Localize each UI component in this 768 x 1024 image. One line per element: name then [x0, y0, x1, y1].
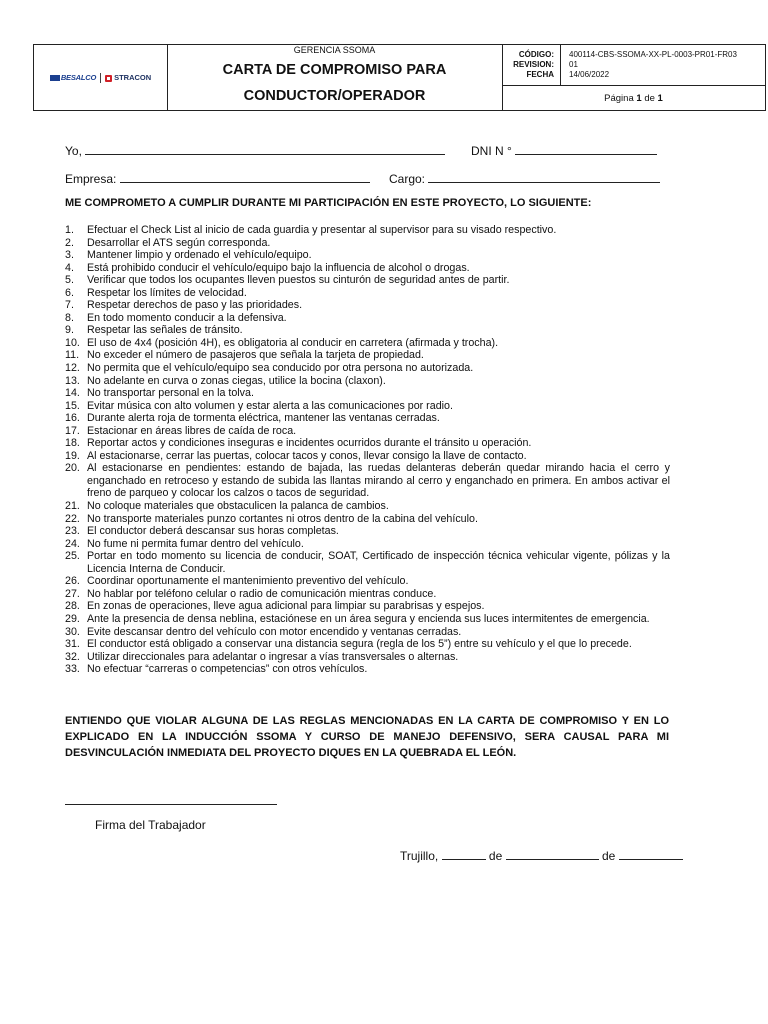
- rule-text: No adelante en curva o zonas ciegas, utilice la bocina (claxon).: [87, 374, 386, 387]
- rule-text: No coloque materiales que obstaculicen la palanca de cambios.: [87, 500, 389, 513]
- rule-number: 21.: [65, 500, 80, 513]
- rule-item: [65, 500, 670, 513]
- document-title-line2: CONDUCTOR/OPERADOR: [243, 88, 426, 104]
- rule-text: En zonas de operaciones, lleve agua adicional para limpiar su parabrisas y espejos.: [87, 600, 485, 613]
- rule-text: Coordinar oportunamente el mantenimiento preventivo del vehículo.: [87, 575, 409, 588]
- revision-value: 01: [569, 60, 578, 69]
- rule-number: 4.: [65, 261, 74, 274]
- meta-values: [561, 45, 765, 86]
- rule-item: [65, 663, 670, 676]
- rule-item: [65, 538, 670, 551]
- rule-text: No transporte materiales punzo cortantes ni otros dentro de la cabina del vehículo.: [87, 512, 478, 525]
- rule-item: [65, 362, 670, 375]
- empresa-label: Empresa:: [65, 172, 117, 186]
- rule-number: 29.: [65, 612, 80, 625]
- rule-item: [65, 588, 670, 601]
- empresa-field[interactable]: [120, 171, 370, 183]
- cargo-row: [389, 171, 660, 186]
- rule-text: Respetar los límites de velocidad.: [87, 286, 247, 299]
- rule-number: 13.: [65, 374, 80, 387]
- code-value: 400114-CBS-SSOMA-XX-PL-0003-PR01-FR03: [569, 50, 737, 59]
- rule-text: No permita que el vehículo/equipo sea conducido por otra persona no autorizada.: [87, 362, 474, 375]
- dni-label: DNI N °: [471, 144, 512, 158]
- year-field[interactable]: [619, 848, 683, 860]
- rule-item: [65, 349, 670, 362]
- de-label-1: de: [488, 849, 503, 863]
- rule-item: [65, 400, 670, 413]
- rule-number: 32.: [65, 650, 80, 663]
- rule-text: Está prohibido conducir el vehículo/equipo bajo la influencia de alcohol o drogas.: [87, 261, 470, 274]
- rule-item: [65, 287, 670, 300]
- rule-item: [65, 651, 670, 664]
- rule-number: 6.: [65, 286, 74, 299]
- rule-text: No transportar personal en la tolva.: [87, 387, 254, 400]
- rule-item: [65, 437, 670, 450]
- rule-item: [65, 626, 670, 639]
- rule-number: 8.: [65, 311, 74, 324]
- rule-item: [65, 550, 670, 575]
- rule-number: 22.: [65, 512, 80, 525]
- department-label: GERENCIA SSOMA: [293, 45, 376, 55]
- rule-number: 18.: [65, 437, 80, 450]
- rule-text: No efectuar “carreras o competencias” con otros vehículos.: [87, 663, 368, 676]
- page-label: Página: [604, 92, 634, 104]
- rule-item: [65, 337, 670, 350]
- yo-label: Yo,: [65, 144, 82, 158]
- document-title-line1: CARTA DE COMPROMISO PARA: [222, 62, 447, 78]
- rule-number: 3.: [65, 249, 74, 262]
- rule-number: 33.: [65, 663, 80, 676]
- rule-number: 1.: [65, 224, 74, 236]
- document-header: [33, 44, 766, 111]
- rule-text: Al estacionarse, cerrar las puertas, colocar tacos y conos, llevar consigo la llave de contacto.: [87, 449, 527, 462]
- dni-field[interactable]: [515, 143, 657, 155]
- code-label: CÓDIGO:: [518, 50, 554, 59]
- rule-number: 23.: [65, 525, 80, 538]
- rule-text: Durante alerta roja de tormenta eléctrica, mantener las ventanas cerradas.: [87, 412, 440, 425]
- company-logos: [34, 45, 168, 110]
- de-label-2: de: [601, 849, 616, 863]
- rule-item: [65, 324, 670, 337]
- rule-number: 10.: [65, 336, 80, 349]
- rule-number: 12.: [65, 362, 80, 375]
- date-value: 14/06/2022: [569, 70, 610, 79]
- rule-item: [65, 262, 670, 275]
- rule-item: [65, 237, 670, 250]
- rule-item: [65, 274, 670, 287]
- closing-statement: ENTIENDO QUE VIOLAR ALGUNA DE LAS REGLAS MENCIONADAS EN LA CARTA DE COMPROMISO Y EN LO EXPLICADO EN LA INDUCCIÓN SSOMA Y CURSO DE MANEJO DEFENSIVO, SERA CAUSAL PARA MI DESVINCULACIÓN INMEDIATA DEL PROYECTO DIQUES EN LA QUEBRADA EL LEÓN.: [65, 715, 669, 759]
- cargo-field[interactable]: [428, 171, 660, 183]
- rule-text: El uso de 4x4 (posición 4H), es obligatoria al conducir en carretera (afirmada y trocha).: [87, 336, 499, 349]
- month-field[interactable]: [506, 848, 599, 860]
- signature-line[interactable]: [65, 804, 277, 805]
- rule-number: 5.: [65, 274, 74, 287]
- rule-text: Mantener limpio y ordenado el vehículo/equipo.: [87, 249, 312, 262]
- rule-number: 24.: [65, 537, 80, 550]
- rule-number: 30.: [65, 625, 80, 638]
- rule-text: Evitar música con alto volumen y estar alerta a las comunicaciones por radio.: [87, 399, 453, 412]
- cargo-label: Cargo:: [389, 172, 426, 186]
- rule-item: [65, 525, 670, 538]
- rule-text: No hablar por teléfono celular o radio de comunicación mientras conduce.: [87, 587, 437, 600]
- logo-divider: [100, 73, 101, 83]
- rule-item: [65, 312, 670, 325]
- rule-text: Ante la presencia de densa neblina, estaciónese en un área segura y encienda sus luces intermitentes de emergencia.: [87, 612, 650, 625]
- name-field[interactable]: [85, 143, 445, 155]
- rule-text: Desarrollar el ATS según corresponda.: [87, 236, 271, 249]
- rule-text: El conductor está obligado a conservar una distancia segura (regla de los 5”) entre su vehículo y el que lo precede.: [87, 638, 632, 651]
- rule-number: 19.: [65, 449, 80, 462]
- rule-text: Utilizar direccionales para adelantar o ingresar a vías transversales o alternas.: [87, 650, 459, 663]
- rule-item: [65, 249, 670, 262]
- rule-number: 20.: [65, 462, 80, 475]
- rule-item: [65, 613, 670, 626]
- rule-number: 28.: [65, 600, 80, 613]
- signature-label: Firma del Trabajador: [95, 818, 206, 832]
- document-title-cell: [167, 45, 503, 110]
- rule-item: [65, 575, 670, 588]
- rule-item: [65, 638, 670, 651]
- rule-number: 14.: [65, 387, 80, 400]
- rule-item: [65, 600, 670, 613]
- empresa-row: [65, 171, 370, 186]
- rule-text: Portar en todo momento su licencia de conducir, SOAT, Certificado de inspección técnica vehicular vigente, pólizas y la Licencia Interna de Conducir.: [87, 550, 670, 575]
- rule-text: Verificar que todos los ocupantes lleven puestos su cinturón de seguridad antes de partir.: [87, 274, 510, 287]
- name-row: [65, 143, 445, 158]
- rule-number: 2.: [65, 236, 74, 249]
- rule-text: Respetar las señales de tránsito.: [87, 324, 243, 337]
- rule-text: Reportar actos y condiciones inseguras e incidentes ocurridos durante el tránsito u operación.: [87, 437, 532, 450]
- rule-item: [65, 450, 670, 463]
- rule-number: 27.: [65, 587, 80, 600]
- rule-item: [65, 462, 670, 500]
- rule-number: 16.: [65, 412, 80, 425]
- rule-text: Evite descansar dentro del vehículo con motor encendido y ventanas cerradas.: [87, 625, 462, 638]
- stracon-logo: STRACON: [105, 73, 151, 82]
- rule-text: Al estacionarse en pendientes: estando de bajada, las ruedas delanteras deberán quedar mirando hacia el cerro y enganchado en retroceso y estando de subida las llantas mirando al cerro y enganchado en primera. En ambos activar el freno de parqueo y colocar los calzos o tacos de seguridad.: [87, 462, 670, 500]
- rule-text: En todo momento conducir a la defensiva.: [87, 311, 287, 324]
- rule-number: 11.: [65, 349, 80, 362]
- place-date-row: [400, 848, 683, 863]
- page-of: de: [644, 92, 655, 104]
- rule-text: Respetar derechos de paso y las prioridades.: [87, 299, 303, 312]
- rule-number: 25.: [65, 550, 80, 563]
- page-current: 1: [636, 92, 642, 104]
- rule-text: No exceder el número de pasajeros que señala la tarjeta de propiedad.: [87, 349, 424, 362]
- rule-number: 26.: [65, 575, 80, 588]
- rule-text: El conductor deberá descansar sus horas completas.: [87, 525, 339, 538]
- date-label: FECHA: [526, 70, 554, 79]
- commitment-heading: ME COMPROMETO A CUMPLIR DURANTE MI PARTICIPACIÓN EN ESTE PROYECTO, LO SIGUIENTE:: [65, 197, 592, 209]
- rule-text: Estacionar en áreas libres de caída de roca.: [87, 424, 297, 437]
- rule-item: [65, 425, 670, 438]
- page-number: [502, 86, 765, 110]
- rule-text: No fume ni permita fumar dentro del vehículo.: [87, 537, 304, 550]
- rule-item: [65, 387, 670, 400]
- rule-item: [65, 412, 670, 425]
- city-label: Trujillo,: [400, 849, 439, 863]
- rule-number: 17.: [65, 424, 80, 437]
- rule-item: [65, 299, 670, 312]
- rule-item: [65, 375, 670, 388]
- rule-number: 7.: [65, 299, 74, 312]
- besalco-logo: BESALCO: [50, 73, 96, 82]
- dni-row: [471, 143, 657, 158]
- page-total: 1: [657, 92, 663, 104]
- rule-item: [65, 224, 670, 237]
- rule-number: 9.: [65, 324, 74, 337]
- rules-list: [65, 224, 670, 676]
- rule-number: 31.: [65, 638, 80, 651]
- rule-number: 15.: [65, 399, 80, 412]
- revision-label: REVISION:: [513, 60, 554, 69]
- day-field[interactable]: [442, 848, 486, 860]
- meta-labels: [502, 45, 561, 86]
- rule-text: Efectuar el Check List al inicio de cada guardia y presentar al supervisor para su visado respectivo.: [87, 224, 557, 236]
- rule-item: [65, 513, 670, 526]
